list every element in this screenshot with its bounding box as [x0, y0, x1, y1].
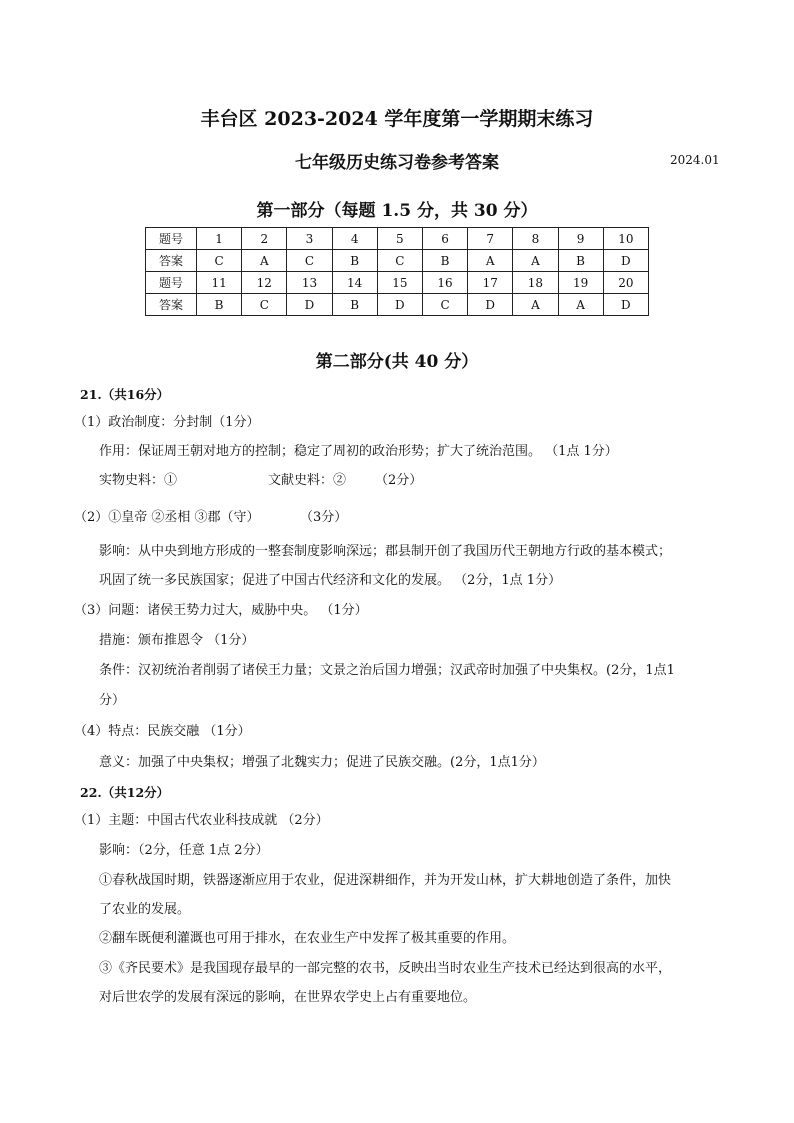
table-cell: B — [332, 250, 377, 272]
row-label: 题号 — [146, 272, 197, 294]
table-cell: 9 — [558, 228, 603, 250]
q21-line: 影响：从中央到地方形成的一整套制度影响深远；郡县制开创了我国历代王朝地方行政的基本模式； — [99, 544, 672, 559]
table-cell: A — [513, 250, 558, 272]
q21-score: （3分） — [300, 510, 348, 525]
q22-heading: 22.（共12分） — [80, 785, 170, 800]
table-cell: 2 — [242, 228, 287, 250]
table-cell: A — [513, 294, 558, 316]
answer-table — [145, 227, 649, 316]
q21-line: （3）问题：诸侯王势力过大，威胁中央。 （1分） — [74, 603, 368, 618]
q21-line: 条件：汉初统治者削弱了诸侯王力量；文景之治后国力增强；汉武帝时加强了中央集权。(2分，1点1 — [99, 663, 675, 678]
table-cell: 4 — [332, 228, 377, 250]
table-cell: 15 — [377, 272, 422, 294]
table-cell: B — [197, 294, 242, 316]
table-cell: C — [377, 250, 422, 272]
q22-line: ③《齐民要术》是我国现存最早的一部完整的农书，反映出当时农业生产技术已经达到很高的水平， — [99, 961, 672, 976]
q22-line: ②翻车既便利灌溉也可用于排水，在农业生产中发挥了极其重要的作用。 — [99, 931, 516, 946]
q21-line: 意义：加强了中央集权；增强了北魏实力；促进了民族交融。(2分，1点1分） — [99, 755, 545, 770]
table-row — [146, 250, 649, 272]
row-label: 题号 — [146, 228, 197, 250]
part2-heading: 第二部分(共 40 分） — [315, 352, 479, 372]
q22-line: 对后世农学的发展有深远的影响，在世界农学史上占有重要地位。 — [99, 990, 477, 1005]
table-cell: 10 — [603, 228, 648, 250]
q21-line: 措施：颁布推恩令 （1分） — [99, 633, 255, 648]
document-date: 2024.01 — [670, 153, 720, 167]
q21-line: （1）政治制度：分封制（1分） — [74, 415, 260, 430]
table-cell: D — [377, 294, 422, 316]
table-cell: 17 — [468, 272, 513, 294]
table-cell: C — [287, 250, 332, 272]
document-title: 丰台区 2023-2024 学年度第一学期期末练习 — [200, 108, 594, 130]
row-label: 答案 — [146, 250, 197, 272]
table-cell: B — [332, 294, 377, 316]
table-cell: 12 — [242, 272, 287, 294]
document-subtitle: 七年级历史练习卷参考答案 — [295, 153, 499, 173]
q21-line: 作用：保证周王朝对地方的控制；稳定了周初的政治形势；扩大了统治范围。 （1点 1分） — [99, 444, 618, 459]
table-cell: D — [468, 294, 513, 316]
q21-heading: 21.（共16分） — [80, 387, 170, 402]
q21-line: 实物史料：① — [99, 473, 178, 488]
table-cell: B — [422, 250, 467, 272]
part1-heading: 第一部分（每题 1.5 分，共 30 分） — [256, 201, 538, 221]
table-cell: 1 — [197, 228, 242, 250]
q21-line: （2）①皇帝 ②丞相 ③郡（守） — [74, 510, 260, 525]
table-cell: C — [422, 294, 467, 316]
q22-line: ①春秋战国时期，铁器逐渐应用于农业，促进深耕细作，并为开发山林，扩大耕地创造了条件，加快 — [99, 873, 672, 888]
table-cell: D — [603, 250, 648, 272]
table-cell: 20 — [603, 272, 648, 294]
table-row — [146, 294, 649, 316]
table-cell: 5 — [377, 228, 422, 250]
table-row — [146, 272, 649, 294]
table-cell: D — [603, 294, 648, 316]
q21-line: 巩固了统一多民族国家；促进了中国古代经济和文化的发展。 （2分，1点 1分） — [99, 573, 562, 588]
table-row — [146, 228, 649, 250]
q22-line: 了农业的发展。 — [99, 902, 191, 917]
table-cell: A — [242, 250, 287, 272]
table-cell: 14 — [332, 272, 377, 294]
table-cell: A — [468, 250, 513, 272]
q21-line: 文献史料：② — [268, 473, 347, 488]
q22-line: 影响：（2分，任意 1点 2分） — [99, 843, 269, 858]
table-cell: D — [287, 294, 332, 316]
table-cell: 6 — [422, 228, 467, 250]
table-cell: C — [242, 294, 287, 316]
table-cell: 3 — [287, 228, 332, 250]
q21-score: （2分） — [375, 473, 423, 488]
q22-line: （1）主题：中国古代农业科技成就 （2分） — [74, 813, 329, 828]
table-cell: B — [558, 250, 603, 272]
table-cell: 13 — [287, 272, 332, 294]
table-cell: 16 — [422, 272, 467, 294]
q21-line: （4）特点：民族交融 （1分） — [74, 724, 251, 739]
table-cell: A — [558, 294, 603, 316]
table-cell: 18 — [513, 272, 558, 294]
table-cell: 19 — [558, 272, 603, 294]
q21-line: 分） — [99, 693, 126, 708]
table-cell: C — [197, 250, 242, 272]
row-label: 答案 — [146, 294, 197, 316]
table-cell: 7 — [468, 228, 513, 250]
table-cell: 11 — [197, 272, 242, 294]
table-cell: 8 — [513, 228, 558, 250]
